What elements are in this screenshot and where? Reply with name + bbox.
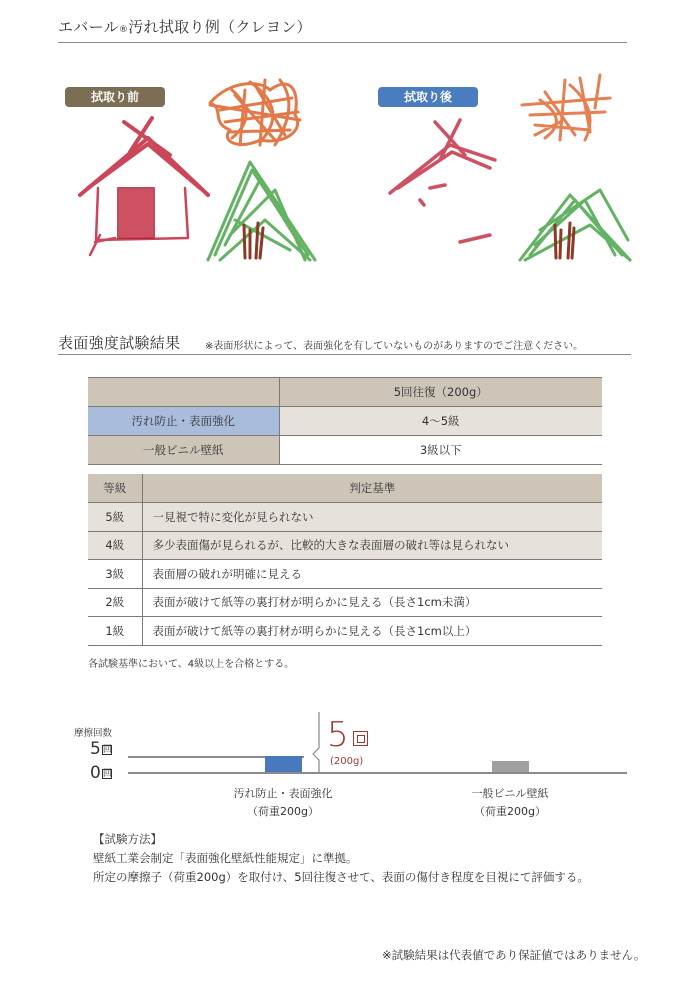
- grade-cell: 4級: [88, 531, 142, 560]
- criteria-cell: 多少表面傷が見られるが、比較的大きな表面層の破れ等は見られない: [142, 531, 602, 560]
- tick-0-value: 0: [90, 763, 101, 783]
- row-value: 4〜5級: [279, 407, 602, 436]
- tick-0: [90, 763, 112, 783]
- method-line1: 壁紙工業会制定「表面強化壁紙性能規定」に準拠。: [93, 851, 358, 865]
- row-value: 3級以下: [279, 436, 602, 465]
- result-row: [88, 436, 602, 465]
- grade-table: [88, 474, 602, 646]
- crayon-drawing-after-icon: [360, 60, 640, 270]
- bar2-label: 一般ビニル壁紙: [471, 787, 549, 800]
- header-empty: [88, 378, 279, 407]
- grade-row: [88, 588, 602, 617]
- row-label: 一般ビニル壁紙: [88, 436, 279, 465]
- bar1-sub: （荷重200g）: [247, 805, 319, 818]
- grade-cell: 1級: [88, 617, 142, 646]
- crayon-drawing-before-icon: [60, 60, 340, 270]
- result-table: [88, 377, 602, 465]
- bracket-icon: [311, 712, 325, 772]
- grade-row: [88, 617, 602, 646]
- criteria-cell: 表面が破けて紙等の裏打材が明らかに見える（長さ1cm以上）: [142, 617, 602, 646]
- grade-cell: 5級: [88, 503, 142, 532]
- divider: [58, 42, 627, 43]
- registered-mark: ®: [118, 25, 129, 35]
- header-criteria: 判定基準: [142, 474, 602, 503]
- grade-row: [88, 531, 602, 560]
- pass-criteria-note: 各試験基準において、4級以上を合格とする。: [88, 659, 295, 670]
- tick-5: [90, 739, 112, 759]
- grade-row: [88, 560, 602, 589]
- bar-vinyl: [492, 761, 529, 772]
- callout-unit-icon: [353, 731, 368, 746]
- row-label: 汚れ防止・表面強化: [88, 407, 279, 436]
- bar2-sub: （荷重200g）: [474, 805, 546, 818]
- criteria-cell: 一見視で特に変化が見られない: [142, 503, 602, 532]
- bar-stain-resistant: [265, 756, 302, 772]
- chart-ylabel: 摩擦回数: [74, 728, 113, 739]
- result-table-header: [88, 378, 602, 407]
- callout-value: [327, 715, 368, 755]
- disclaimer: ※試験結果は代表値であり保証値ではありません。: [382, 948, 646, 962]
- tick-unit: 回: [102, 769, 112, 779]
- tick-unit: 回: [102, 745, 112, 755]
- title-suffix: 汚れ拭取り例（クレヨン）: [128, 18, 312, 36]
- baseline: [128, 772, 627, 774]
- callout-number: 5: [327, 715, 349, 755]
- header-condition: 5回往復（200g）: [279, 378, 602, 407]
- section-title-stain-removal: [58, 16, 312, 37]
- header-grade: 等級: [88, 474, 142, 503]
- result-row: [88, 407, 602, 436]
- divider: [58, 354, 631, 355]
- title-prefix: エバール: [58, 18, 119, 36]
- grade-cell: 2級: [88, 588, 142, 617]
- grade-table-header: [88, 474, 602, 503]
- callout-load: (200g): [330, 756, 364, 767]
- method-line2: 所定の摩擦子（荷重200g）を取付け、5回往復させて、表面の傷付き程度を目視にて評価する。: [93, 870, 589, 884]
- tick-5-value: 5: [90, 739, 101, 759]
- before-label: 拭取り前: [65, 87, 165, 107]
- criteria-cell: 表面が破けて紙等の裏打材が明らかに見える（長さ1cm未満）: [142, 588, 602, 617]
- section-title-strength-test: 表面強度試験結果: [58, 334, 181, 352]
- after-label: 拭取り後: [378, 87, 478, 107]
- surface-note: ※表面形状によって、表面強化を有していないものがありますのでご注意ください。: [205, 341, 584, 352]
- grade-row: [88, 503, 602, 532]
- criteria-cell: 表面層の破れが明確に見える: [142, 560, 602, 589]
- method-heading: 【試験方法】: [93, 832, 162, 846]
- bar1-label: 汚れ防止・表面強化: [233, 787, 333, 800]
- grade-cell: 3級: [88, 560, 142, 589]
